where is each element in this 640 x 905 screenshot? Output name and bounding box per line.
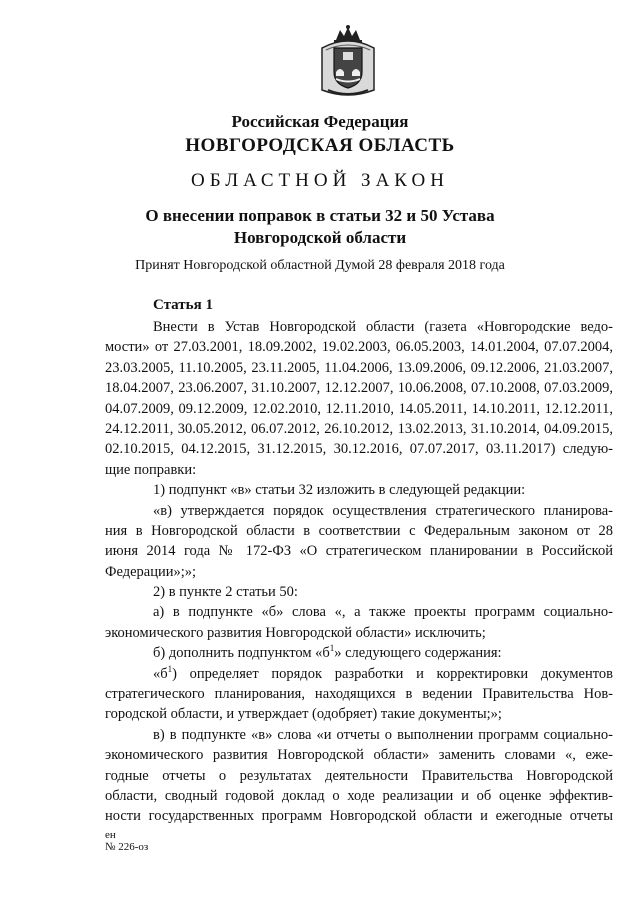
text-line: 23.03.2005, 11.10.2005, 23.11.2005, 11.04.2006, 13.09.2006, 09.12.2006, 21.03.2007, <box>105 359 613 376</box>
text-line: 04.07.2009, 09.12.2009, 12.02.2010, 12.11.2010, 14.05.2011, 14.10.2011, 12.12.2011, <box>105 400 613 417</box>
text-segment: «б <box>153 665 168 682</box>
footer-number: № 226-оз <box>105 841 149 853</box>
text-line <box>105 643 613 663</box>
text-segment: » следующего содержания: <box>334 645 502 662</box>
article-body <box>105 317 613 827</box>
text-line: июня 2014 года № 172-ФЗ «О стратегическом планировании в Российской <box>105 543 613 560</box>
text-line: годные отчеты о результатах деятельности Правительства Новгородской <box>105 767 613 784</box>
law-title-line: Новгородской области <box>233 228 407 247</box>
text-line: ния в Новгородской области в соответствии с Федеральным законом от 28 <box>105 522 613 539</box>
region-heading: НОВГОРОДСКАЯ ОБЛАСТЬ <box>185 135 455 156</box>
footer-initials: ен <box>105 829 116 841</box>
text-line: а) в подпункте «б» слова «, а также проекты программ социально- <box>153 604 613 621</box>
country-heading: Российская Федерация <box>231 112 409 131</box>
footer-note <box>105 829 148 853</box>
text-line: 1) подпункт «в» статьи 32 изложить в следующей редакции: <box>153 482 526 499</box>
text-segment: ) определяет порядок разработки и корректировки документов <box>172 665 613 682</box>
text-line: Внести в Устав Новгородской области (газета «Новгородские ведо- <box>153 319 613 335</box>
text-line: экономического развития Новгородской области» исключить; <box>105 624 486 641</box>
text-line: щие поправки: <box>105 461 197 478</box>
article-heading: Статья 1 <box>153 297 213 313</box>
document-type-heading: ОБЛАСТНОЙ ЗАКОН <box>191 170 449 191</box>
text-line: стратегического планирования, находящихся в ведении Правительства Нов- <box>105 686 613 703</box>
text-line: 18.04.2007, 23.06.2007, 31.10.2007, 12.12.2007, 10.06.2008, 07.10.2008, 07.03.2009, <box>105 380 613 397</box>
text-line: ности государственных программ Новгородской области и ежегодные отчеты <box>105 808 613 825</box>
text-line: «в) утверждается порядок осуществления стратегического планирова- <box>153 502 613 519</box>
superscript: 1 <box>167 663 173 674</box>
text-line: 24.12.2011, 30.05.2012, 06.07.2012, 26.10.2012, 13.02.2013, 31.10.2014, 04.09.2015, <box>105 420 613 437</box>
text-line: городской области, и утверждает (одобряет) такие документы;»; <box>105 706 502 723</box>
law-title-line: О внесении поправок в статьи 32 и 50 Устава <box>145 206 495 225</box>
text-line: мости» от 27.03.2001, 18.09.2002, 19.02.2003, 06.05.2003, 14.01.2004, 07.07.2004, <box>105 339 613 356</box>
text-line <box>105 664 613 684</box>
text-line: 02.10.2015, 04.12.2015, 31.12.2015, 30.12.2016, 07.07.2017, 03.11.2017) следую- <box>105 441 613 458</box>
text-line: в) в подпункте «в» слова «и отчеты о выполнении программ социально- <box>153 726 613 743</box>
text-line: Федерации»;»; <box>105 563 197 580</box>
text-line: экономического развития Новгородской области» заменить словами «, еже- <box>105 747 613 764</box>
adoption-note: Принят Новгородской областной Думой 28 февраля 2018 года <box>135 258 505 273</box>
law-title <box>120 205 520 249</box>
text-line: области, сводный годовой доклад о ходе реализации и об оценке эффектив- <box>105 787 613 804</box>
coat-of-arms-emblem <box>316 24 380 100</box>
superscript: 1 <box>329 643 335 654</box>
text-segment: б) дополнить подпунктом «б <box>153 645 330 662</box>
text-line: 2) в пункте 2 статьи 50: <box>153 584 298 601</box>
